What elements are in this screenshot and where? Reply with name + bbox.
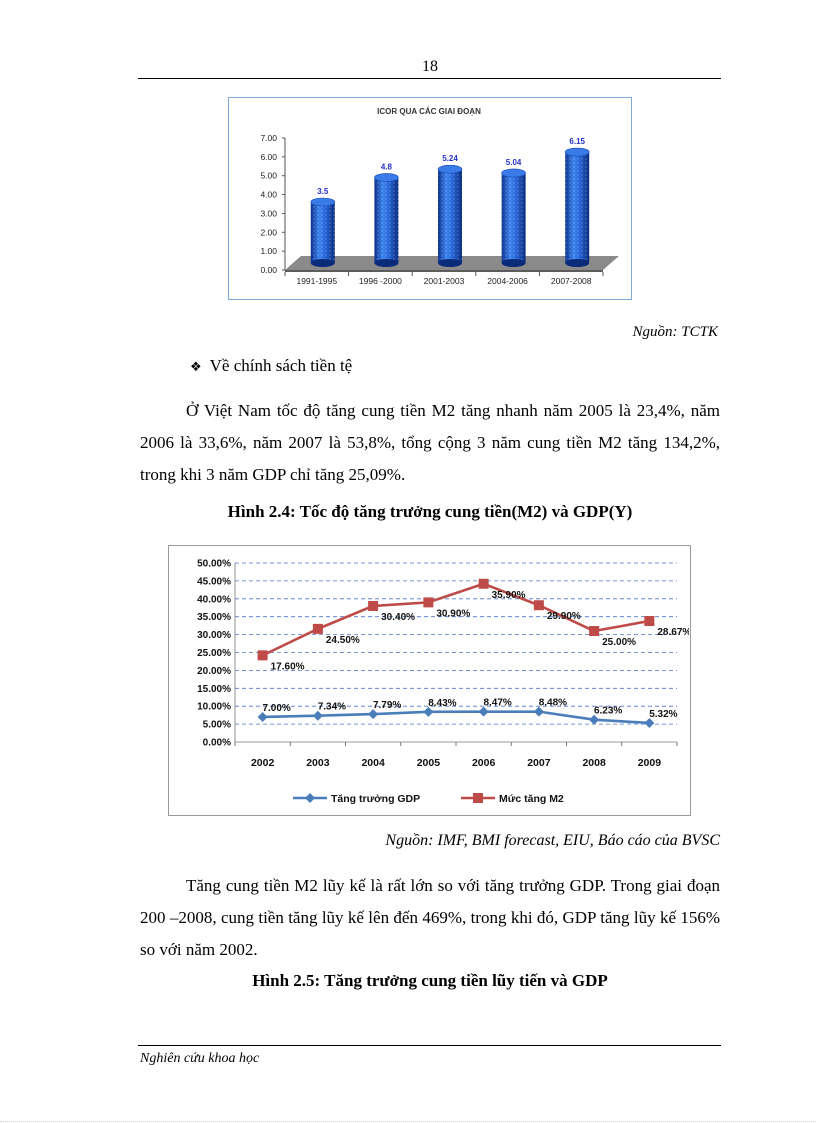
data-point	[258, 650, 268, 660]
section-heading-text: Về chính sách tiền tệ	[209, 356, 353, 375]
legend-label: Mức tăng M2	[499, 793, 564, 805]
y-tick-label: 4.00	[260, 189, 277, 200]
data-label: 6.15	[569, 137, 585, 147]
bar	[311, 198, 335, 267]
data-label: 29.90%	[546, 611, 581, 623]
data-label: 7.34%	[317, 701, 347, 713]
series-line	[263, 584, 650, 656]
x-tick-label: 2006	[471, 757, 496, 769]
chart-title: ICOR QUA CÁC GIAI ĐOẠN	[377, 107, 481, 116]
m2-series	[258, 579, 689, 673]
bar	[565, 148, 589, 267]
icor-chart	[228, 97, 632, 300]
x-tick-label: 2007	[527, 757, 551, 769]
y-tick-label: 5.00	[260, 170, 277, 181]
data-point	[534, 600, 544, 610]
header-rule	[138, 78, 721, 79]
data-label: 7.00%	[262, 702, 291, 714]
x-tick-label: 2005	[416, 757, 441, 769]
data-label: 24.50%	[325, 634, 360, 646]
y-tick-label: 1.00	[260, 246, 277, 257]
section-heading	[190, 356, 352, 376]
y-tick-label: 6.00	[260, 151, 277, 162]
x-tick-label: 2003	[306, 757, 330, 769]
data-point	[479, 579, 489, 589]
figure2-source: Nguồn: IMF, BMI forecast, EIU, Báo cáo của BVSC	[385, 832, 720, 849]
y-tick-label: 2.00	[260, 227, 277, 238]
data-label: 7.79%	[372, 700, 402, 712]
data-label: 17.60%	[270, 661, 305, 673]
footer-rule	[138, 1045, 721, 1046]
bar	[438, 165, 462, 267]
m2-gdp-chart-svg	[169, 546, 689, 814]
legend-entry	[461, 793, 564, 805]
legend-label: Tăng trưởng GDP	[331, 793, 421, 805]
data-label: 8.43%	[428, 697, 457, 709]
icor-chart-svg	[229, 98, 630, 298]
y-tick-label: 40.00%	[197, 594, 231, 606]
paragraph-money-supply	[140, 395, 720, 491]
data-label: 8.48%	[538, 697, 568, 709]
data-point	[423, 597, 433, 607]
diamond-bullet-icon: ❖	[190, 360, 202, 375]
gdp-series	[258, 698, 678, 728]
x-tick-label: 2009	[637, 757, 662, 769]
x-tick-label: 2004-2006	[487, 276, 528, 286]
figure2-caption: Hình 2.4: Tốc độ tăng trưởng cung tiền(M2) và GDP(Y)	[227, 502, 633, 521]
data-label: 30.40%	[381, 611, 416, 623]
page-bottom-edge	[0, 1121, 816, 1122]
data-label: 25.00%	[602, 637, 637, 649]
data-point	[589, 626, 599, 636]
y-tick-label: 3.00	[260, 208, 277, 219]
data-label: 8.47%	[483, 697, 512, 709]
y-tick-label: 45.00%	[197, 576, 231, 588]
data-point	[368, 601, 378, 611]
data-label: 30.90%	[436, 608, 471, 620]
y-tick-label: 10.00%	[197, 701, 231, 713]
x-tick-label: 2008	[582, 757, 606, 769]
figure3-caption: Hình 2.5: Tăng trưởng cung tiền lũy tiến và GDP	[252, 971, 608, 990]
footer-text: Nghiên cứu khoa học	[140, 1051, 260, 1066]
page-number: 18	[422, 58, 438, 75]
figure1-source: Nguồn: TCTK	[632, 324, 718, 340]
data-label: 35.90%	[491, 589, 526, 601]
legend-entry	[293, 793, 420, 805]
paragraph-text: Ở Việt Nam tốc độ tăng cung tiền M2 tăng nhanh năm 2005 là 23,4%, năm 2006 là 33,6%, năm 2007 là 53,8%, tổng cộng 3 năm cung tiền M2 tăng 134,2%, trong khi 3 năm GDP chỉ tăng 25,09%.	[140, 401, 720, 484]
data-label: 3.5	[317, 187, 329, 196]
data-label: 5.24	[442, 154, 458, 164]
data-point	[313, 624, 323, 634]
paragraph-text: Tăng cung tiền M2 lũy kế là rất lớn so với tăng trưởng GDP. Trong giai đoạn 200 –2008, cung tiền tăng lũy kế lên đến 469%, trong khi đó, GDP tăng lũy kế 156% so với năm 2002.	[140, 876, 720, 959]
data-label: 5.32%	[649, 708, 678, 720]
x-tick-label: 2002	[250, 757, 275, 769]
y-tick-label: 25.00%	[197, 648, 231, 659]
data-label: 5.04	[505, 157, 522, 167]
y-tick-label: 50.00%	[197, 558, 231, 570]
bar	[502, 169, 526, 267]
x-tick-label: 2007-2008	[550, 276, 592, 286]
y-tick-label: 30.00%	[197, 630, 231, 642]
y-tick-label: 0.00	[260, 265, 277, 275]
x-tick-label: 1991-1995	[296, 276, 338, 286]
x-tick-label: 1996 -2000	[358, 276, 402, 286]
m2-gdp-chart	[168, 545, 691, 816]
chart-floor-edge	[285, 270, 603, 272]
bar	[374, 173, 398, 267]
y-tick-label: 0.00%	[202, 737, 231, 749]
y-tick-label: 35.00%	[197, 612, 231, 624]
data-point	[644, 616, 654, 626]
paragraph-cumulative	[140, 870, 720, 966]
data-label: 6.23%	[593, 705, 623, 717]
y-tick-label: 7.00	[260, 133, 277, 143]
y-tick-label: 5.00%	[202, 719, 231, 731]
data-label: 4.8	[380, 162, 392, 172]
y-tick-label: 20.00%	[197, 665, 231, 677]
x-tick-label: 2001-2003	[423, 276, 465, 286]
x-tick-label: 2004	[361, 757, 385, 769]
data-label: 28.67%	[657, 626, 689, 638]
y-tick-label: 15.00%	[197, 683, 231, 695]
